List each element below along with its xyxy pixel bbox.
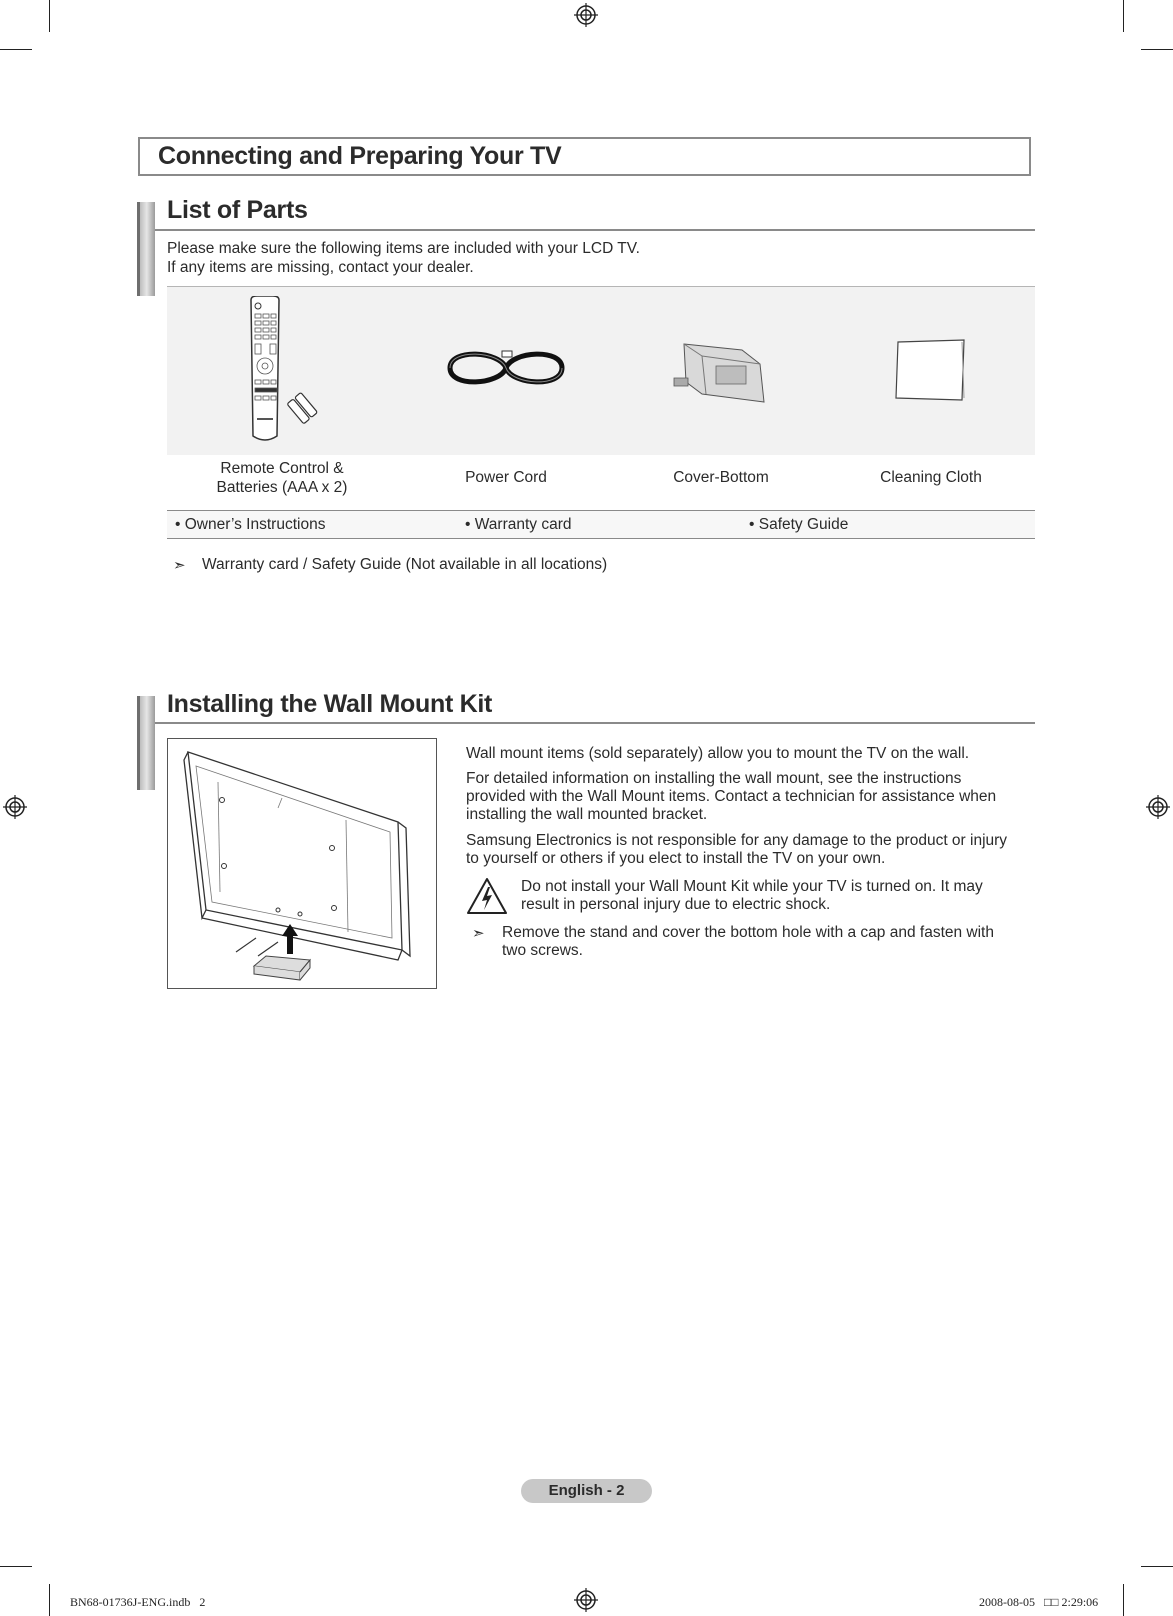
remote-control-icon (243, 296, 323, 444)
part-label-remote-control: Remote Control & Batteries (AAA x 2) (216, 460, 348, 496)
section-bar (137, 696, 155, 790)
crop-mark (0, 49, 32, 50)
registration-mark-icon (574, 3, 598, 27)
footer-file-info: BN68-01736J-ENG.indb 2 (70, 1595, 206, 1609)
footer-timestamp: 2008-08-05 □□ 2:29:06 (979, 1595, 1099, 1609)
wall-mount-warning: Do not install your Wall Mount Kit while your TV is turned on. It may result in personal injury due to electric shock. (521, 878, 983, 913)
electric-shock-warning-icon (466, 877, 508, 915)
crop-mark (49, 1584, 50, 1616)
part-label-cover-bottom: Cover-Bottom (673, 469, 769, 486)
section-bar (137, 202, 155, 296)
page-number-badge: English - 2 (521, 1479, 652, 1503)
page-title: Connecting and Preparing Your TV (158, 142, 562, 170)
crop-mark (1123, 1584, 1124, 1616)
accessory-item: • Safety Guide (749, 516, 849, 533)
crop-mark (1141, 49, 1173, 50)
accessories-row (167, 510, 1035, 539)
intro-line-2: If any items are missing, contact your dealer. (167, 259, 474, 276)
part-label-power-cord: Power Cord (465, 469, 547, 486)
parts-note: Warranty card / Safety Guide (Not available in all locations) (202, 556, 608, 573)
registration-mark-icon (3, 795, 27, 819)
note-arrow-icon: ➣ (173, 557, 186, 574)
section-rule (155, 229, 1035, 231)
cover-bottom-icon (672, 338, 772, 408)
intro-line-1: Please make sure the following items are included with your LCD TV. (167, 240, 640, 257)
crop-mark (49, 0, 50, 32)
part-label-cleaning-cloth: Cleaning Cloth (880, 469, 982, 486)
crop-mark (0, 1566, 32, 1567)
section-heading-wall-mount: Installing the Wall Mount Kit (167, 690, 493, 718)
wall-mount-para-1: Wall mount items (sold separately) allow you to mount the TV on the wall. (466, 745, 970, 762)
cleaning-cloth-icon (894, 338, 968, 404)
accessory-item: • Owner’s Instructions (175, 516, 326, 533)
registration-mark-icon (574, 1588, 598, 1612)
note-arrow-icon: ➣ (472, 925, 485, 942)
wall-mount-para-2: For detailed information on installing the wall mount, see the instructions provided with the Wall Mount items. Contact a technician for assistance when installing the wall mounted bracket. (466, 770, 997, 823)
section-heading-list-of-parts: List of Parts (167, 196, 308, 224)
crop-mark (1123, 0, 1124, 32)
wall-mount-note: Remove the stand and cover the bottom hole with a cap and fasten with two screws. (502, 924, 994, 959)
tv-back-illustration (170, 742, 434, 986)
registration-mark-icon (1146, 795, 1170, 819)
accessory-item: • Warranty card (465, 516, 572, 533)
crop-mark (1141, 1566, 1173, 1567)
wall-mount-para-3: Samsung Electronics is not responsible for any damage to the product or injury to yourself or others if you elect to install the TV on your own. (466, 832, 1008, 867)
power-cord-icon (440, 343, 572, 393)
section-rule (155, 722, 1035, 724)
